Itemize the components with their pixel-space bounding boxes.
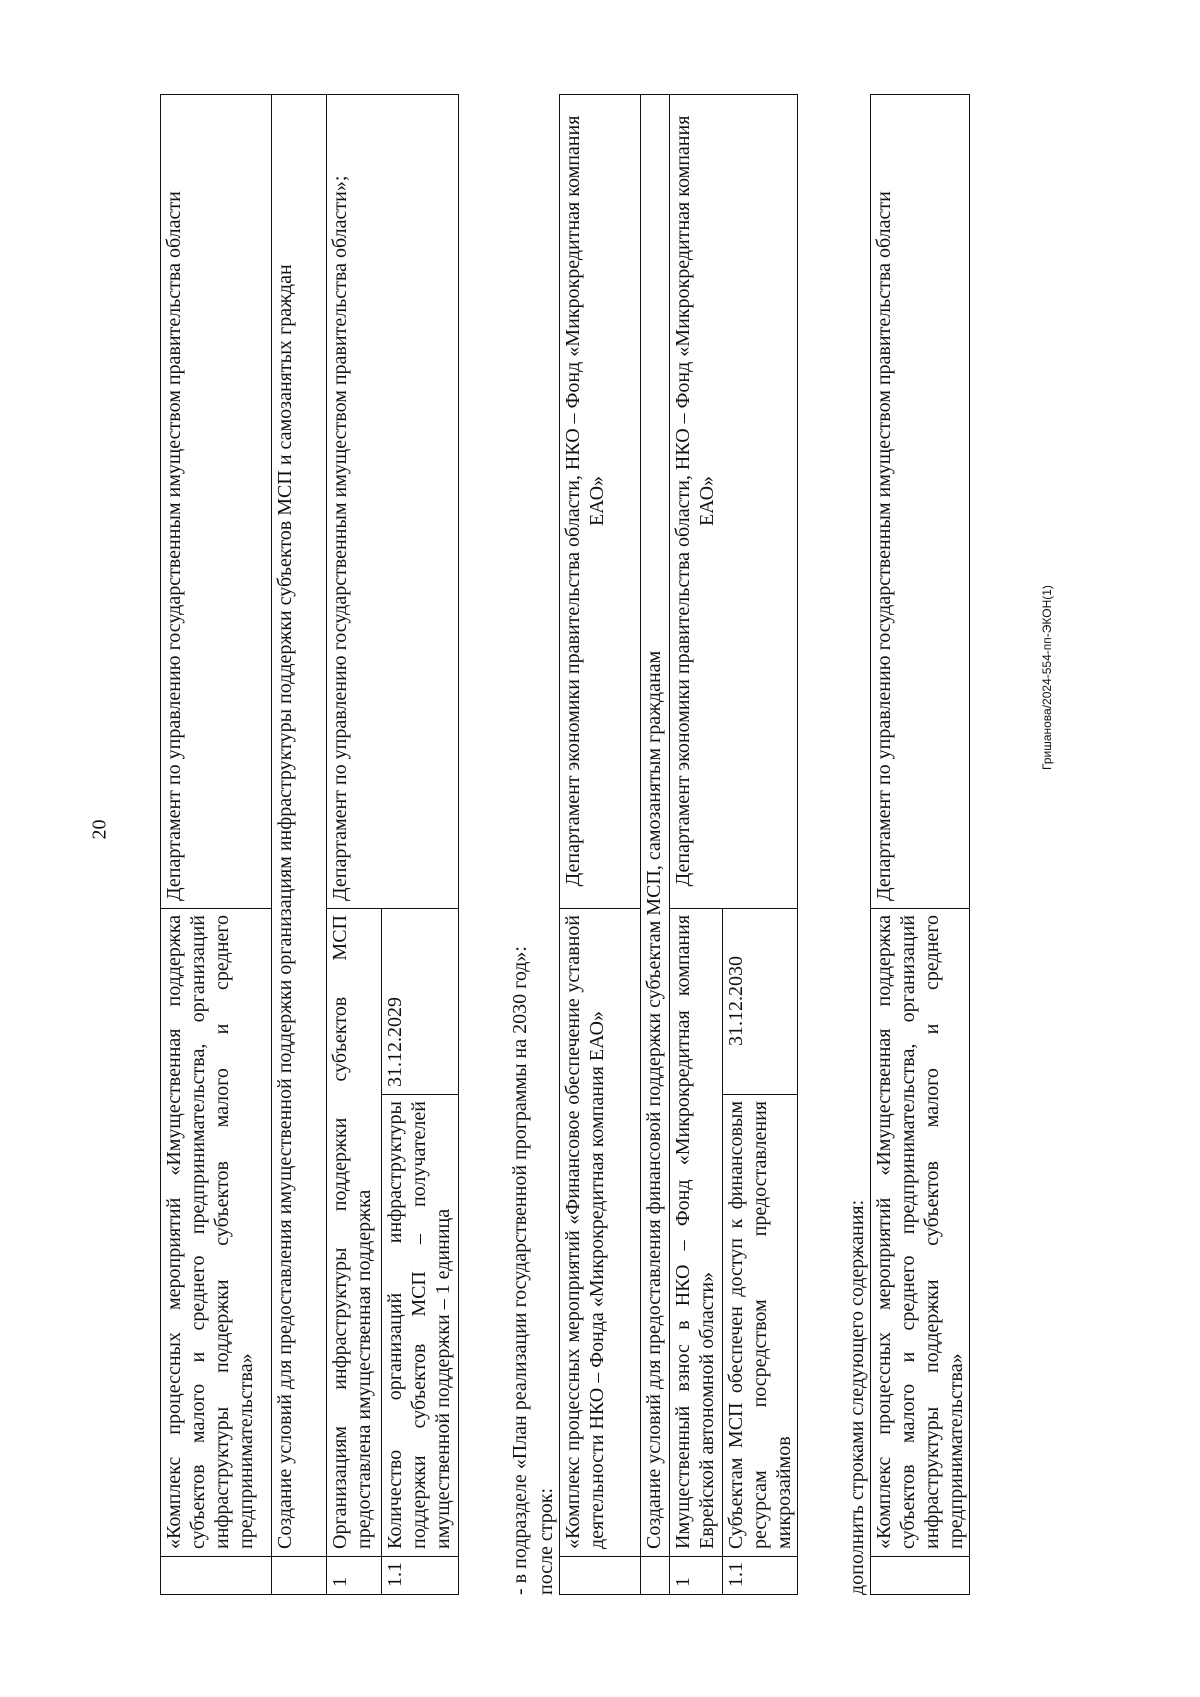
number-cell: 1 [670,1557,723,1595]
number-cell: 1 [327,1557,382,1595]
number-cell [641,1557,670,1595]
responsible-cell: Департамент по управлению государственным имуществом правительства области [871,95,970,909]
responsible-cell: Департамент экономики правительства области, НКО – Фонд «Микрокредитная компания ЕАО» [670,94,798,908]
number-cell: 1.1 [723,1557,798,1595]
plan-table-2030 [559,94,798,1595]
result-cell: Имущественный взнос в НКО – Фонд «Микрокредитная компания Еврейской автономной области» [670,908,723,1556]
number-cell [161,1557,272,1595]
appended-rows-table [870,94,970,1595]
append-rows-paragraph: дополнить строками следующего содержания: [846,1199,868,1595]
page-number: 20 [88,819,111,840]
control-point-cell: Количество организаций инфраструктуры поддержки субъектов МСП – получателей имущественной поддержки – 1 единица [382,1095,459,1557]
table-row [327,95,382,1595]
table-row [161,95,272,1595]
rotated-document-body [160,95,1050,1595]
table-row [560,94,641,1594]
table-row [641,94,670,1594]
after-rows-paragraph: после строк: [535,1487,557,1595]
responsible-cell: Департамент по управлению государственным имуществом правительства области»; [327,95,459,909]
table-row [670,94,723,1594]
responsible-cell: Департамент по управлению государственным имуществом правительства области [161,95,272,909]
table-row [871,95,970,1595]
document-footer: Гришанова/2024-554-пп-ЭКОН(1) [1040,585,1054,770]
date-cell: 31.12.2030 [723,908,798,1094]
responsible-cell: Департамент экономики правительства области, НКО – Фонд «Микрокредитная компания ЕАО» [560,94,641,908]
number-cell [560,1557,641,1595]
program-name-cell: «Комплекс процессных мероприятий «Финансовое обеспечение уставной деятельности НКО – Фонда «Микрокредитная компания ЕАО» [560,908,641,1556]
plan-table-2029 [160,94,459,1595]
table-row [272,95,327,1595]
control-point-cell: Субъектам МСП обеспечен доступ к финансовым ресурсам посредством предоставления микрозаймов [723,1095,798,1557]
number-cell [272,1557,327,1595]
number-cell [871,1557,970,1595]
subsection-paragraph: - в подразделе «План реализации государственной программы на 2030 год»: [509,946,531,1595]
task-cell: Создание условий для предоставления финансовой поддержки субъектам МСП, самозанятым гражданам [641,94,670,1556]
date-cell: 31.12.2029 [382,909,459,1095]
task-cell: Создание условий для предоставления имущественной поддержки организациям инфраструктуры поддержки субъектов МСП и самозанятых граждан [272,95,327,1557]
result-cell: Организациям инфраструктуры поддержки субъектов МСП предоставлена имущественная поддержка [327,909,382,1557]
program-name-cell: «Комплекс процессных мероприятий «Имущественная поддержка субъектов малого и среднего предпринимательства, организаций инфраструктуры поддержки субъектов малого и среднего предпринимательства» [871,909,970,1557]
program-name-cell: «Комплекс процессных мероприятий «Имущественная поддержка субъектов малого и среднего предпринимательства, организаций инфраструктуры поддержки субъектов малого и среднего предпринимательства» [161,909,272,1557]
number-cell: 1.1 [382,1557,459,1595]
